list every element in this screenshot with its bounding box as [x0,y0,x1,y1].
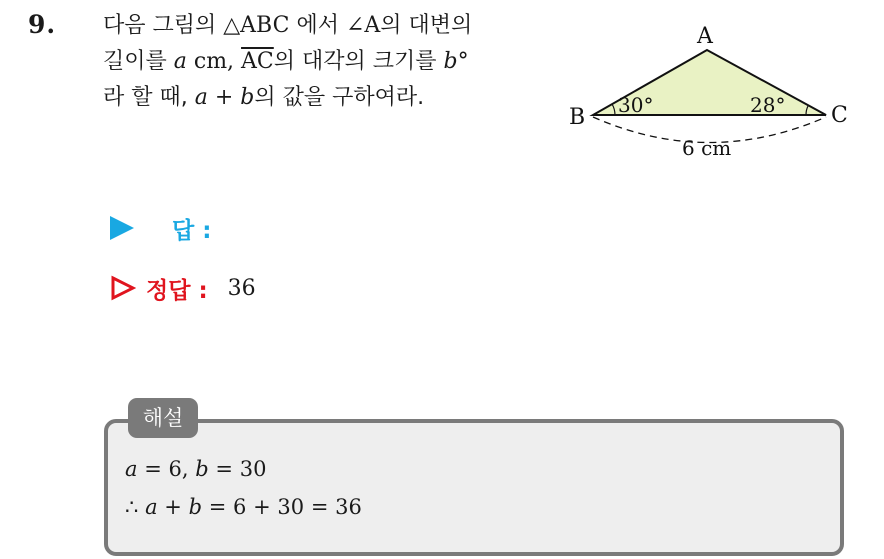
answer-row [110,210,211,246]
angle-b-label: 30° [618,93,654,117]
explanation-line-2: ∴ a + b = 6 + 30 = 36 [125,495,362,519]
question-line-1: 다음 그림의 △ABC 에서 ∠A의 대변의 [103,13,473,38]
explanation-content [125,450,362,526]
question-number: 9. [28,10,57,39]
vertex-b-label: B [569,105,586,130]
triangle-symbol: △ABC [223,13,290,38]
question-line-2: 길이를 a cm, $\overline{AC}$의 대각의 크기를 b° [103,49,469,74]
side-bc-label: 6 cm [682,136,732,160]
solution-value: 36 [227,275,256,301]
angle-c-label: 28° [750,93,786,117]
answer-label: 답 : [172,217,212,244]
solution-label: 정답 : [146,277,208,304]
explanation-line-1: a = 6, b = 30 [125,457,267,481]
segment-ac: $\overline{AC}$ [241,49,274,74]
question-line-3: 라 할 때, a + b의 값을 구하여라. [103,85,425,110]
vertex-c-label: C [831,103,848,128]
triangle-figure [560,18,860,168]
outline-triangle-icon [110,275,136,301]
solution-row [110,270,256,306]
explanation-tab: 해설 [128,398,198,438]
angle-symbol: ∠A [345,13,381,38]
play-icon [110,216,134,240]
question-text [103,8,553,116]
vertex-a-label: A [697,24,713,49]
